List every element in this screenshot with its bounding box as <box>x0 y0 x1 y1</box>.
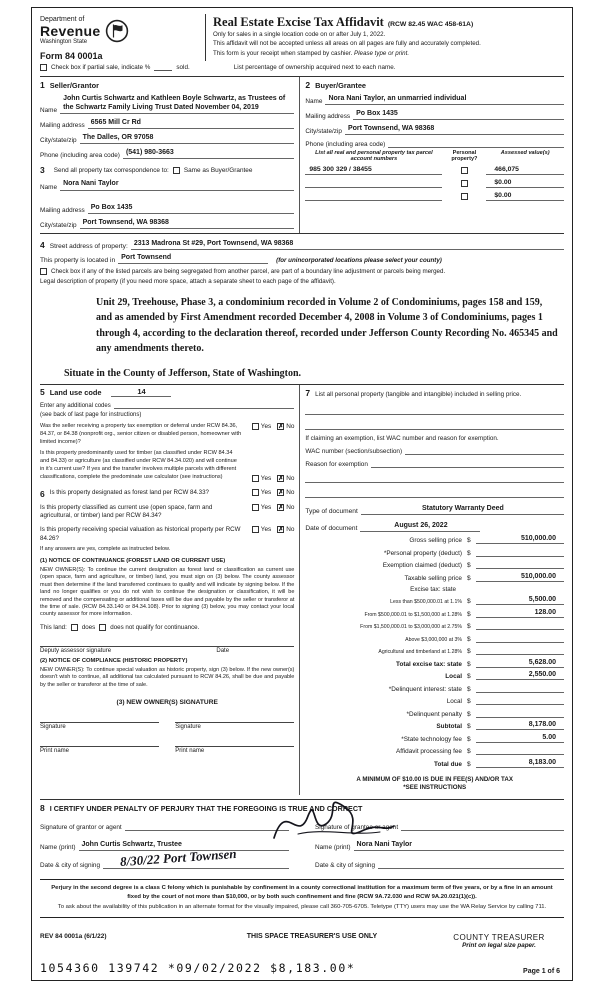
stamp-row <box>40 961 564 975</box>
state-technology-fee-value: 5.00 <box>476 734 564 743</box>
type-of-document-value: Statutory Warranty Deed <box>361 504 564 515</box>
correspondence-mailing-label: Mailing address <box>40 206 85 214</box>
if-yes-instruction: If any answers are yes, complete as instructed below. <box>40 546 171 553</box>
seller-mailing-value: 6565 Mill Cr Rd <box>88 118 295 129</box>
notice-compliance-title: (2) NOTICE OF COMPLIANCE (HISTORIC PROPERTY) <box>40 657 188 664</box>
print-name-label: Print name <box>40 748 70 755</box>
tier1-value: 5,500.00 <box>476 596 564 605</box>
agricultural-timberland-label: Agricultural and timberland at 1.28% <box>378 649 462 656</box>
forest-land-question: Is this property designated as forest land per RCW 84.33? <box>49 488 209 496</box>
exemption-claimed-value <box>476 560 564 569</box>
parcel-number-value <box>305 179 442 188</box>
yes-checkbox[interactable] <box>252 504 259 511</box>
minimum-due-note: A MINIMUM OF $10.00 IS DUE IN FEE(S) AND/OR TAX <box>356 775 513 783</box>
tier3-value <box>476 621 564 630</box>
street-address-label: Street address of property: <box>49 242 128 250</box>
parcel-col-numbers-header: List all real and personal property tax parcel account numbers <box>315 150 433 163</box>
exemption-claim-note: If claiming an exemption, list WAC number and reason for exemption. <box>305 434 499 442</box>
certification-section <box>40 799 564 869</box>
personal-property-deduct-value <box>476 548 564 557</box>
title-block <box>213 14 564 61</box>
agricultural-timberland-value <box>476 646 564 655</box>
handwritten-date-city: 8/30/22 Port Townsen <box>119 845 237 870</box>
tier2-value: 128.00 <box>476 609 564 618</box>
treasurer-space-label: THIS SPACE TREASURER'S USE ONLY <box>246 933 378 940</box>
this-land-label: This land: <box>40 623 67 631</box>
state-technology-fee-label: *State technology fee <box>401 735 462 743</box>
signature-label: Signature <box>175 724 201 731</box>
no-checkbox[interactable]: ✗ <box>278 503 284 511</box>
grantor-signature-line <box>125 822 289 831</box>
grantor-date-label: Date & city of signing <box>40 862 101 870</box>
buyer-city-label: City/state/zip <box>305 128 342 136</box>
deputy-signature-line <box>40 646 294 647</box>
dept-line1: Department of <box>40 16 85 23</box>
grantor-name-label: Name (print) <box>40 844 76 852</box>
buyer-name-value: Nora Nani Taylor, an unmarried individual <box>325 94 564 105</box>
additional-codes-value <box>114 400 295 409</box>
revenue-flag-logo <box>105 19 129 43</box>
buyer-grantee-heading: Buyer/Grantee <box>315 81 367 90</box>
section-2-number: 2 <box>305 80 311 90</box>
correspondence-city-value: Port Townsend, WA 98368 <box>80 218 295 229</box>
reason-exemption-value <box>371 459 564 468</box>
footer-row <box>40 933 564 949</box>
total-due-value: 8,183.00 <box>476 759 564 768</box>
parcel-row <box>305 166 564 175</box>
delinquent-interest-state-label: *Delinquent interest: state <box>388 685 462 693</box>
timber-agriculture-question: Is this property predominantly used for timber (as classified under RCW 84.34 and 84.33) or agriculture (as classified under RCW 84.34.020) and will continue in it's current use? If yes and the transfer involves multiple parcels with different classifications, complete the predominate use calculator (see instructions) <box>40 450 237 480</box>
dollar-sign: $ <box>466 598 471 606</box>
personal-property-blank-line <box>305 404 564 415</box>
header-note-2: This affidavit will not be accepted unless all areas on all pages are fully and accurately completed. <box>213 40 481 48</box>
yes-checkbox[interactable] <box>252 526 259 533</box>
dollar-sign: $ <box>466 635 471 643</box>
gross-selling-price-label: Gross selling price <box>409 537 462 545</box>
dollar-sign: $ <box>466 685 471 693</box>
section-7-number: 7 <box>305 387 311 398</box>
no-label: No <box>286 422 295 430</box>
dollar-sign: $ <box>466 574 471 582</box>
header-note-3 <box>213 49 564 58</box>
delinquent-interest-local-value <box>476 696 564 705</box>
dollar-sign: $ <box>466 748 471 756</box>
taxable-selling-price-value: 510,000.00 <box>476 573 564 582</box>
legal-size-paper-note: Print on legal size paper. <box>462 942 536 949</box>
correspondence-name-value: Nora Nani Taylor <box>60 179 294 190</box>
header-note-1: Only for sales in a single location code on or after July 1, 2022. <box>213 31 386 38</box>
parcel-col-personal-header: Personal property? <box>451 150 478 163</box>
affidavit-page <box>31 7 573 981</box>
subtotal-value: 8,178.00 <box>476 721 564 730</box>
buyer-phone-value <box>388 139 564 148</box>
signature-label: Signature <box>40 724 66 731</box>
buyer-name-label: Name <box>305 98 323 106</box>
tier2-label: From $500,000.01 to $1,500,000 at 1.28% <box>364 611 462 618</box>
assessed-value: $0.00 <box>486 179 564 188</box>
perjury-line-1: Perjury in the second degree is a class C felony which is punishable by confinement in a county correctional institution for a maximum term of five years, or by a fine in an amount fixed by the court of not more than $10,000, or by both such confinement and fine (RCW 9A.72.030 and RCW 9A.20.021(1)(c)). <box>51 885 553 900</box>
county-treasurer-label: COUNTY TREASURER <box>453 933 545 942</box>
delinquent-interest-state-value <box>476 684 564 693</box>
dollar-sign: $ <box>466 537 471 545</box>
form-title: Real Estate Excise Tax Affidavit <box>213 15 384 29</box>
yes-checkbox[interactable] <box>252 489 259 496</box>
seller-name-label: Name <box>40 107 58 115</box>
parcel-table <box>305 150 564 201</box>
no-checkbox[interactable]: ✗ <box>278 488 284 496</box>
no-checkbox[interactable]: ✗ <box>278 422 284 430</box>
parcel-col-assessed-header: Assessed value(s) <box>500 150 550 157</box>
affidavit-processing-fee-label: Affidavit processing fee <box>396 748 462 756</box>
dollar-sign: $ <box>466 698 471 706</box>
form-header <box>40 14 564 61</box>
personal-property-blank-line <box>305 419 564 430</box>
owner-print-name-line <box>40 746 159 747</box>
no-label: No <box>286 474 295 482</box>
personal-property-checkbox[interactable] <box>461 167 468 174</box>
continuance-qualify-row <box>40 624 294 631</box>
local-tax-label: Local <box>445 673 462 681</box>
located-in-label: This property is located in <box>40 256 116 264</box>
land-use-code-value: 14 <box>111 387 171 397</box>
same-as-buyer-checkbox[interactable] <box>173 167 180 174</box>
assessed-value: 466,075 <box>486 166 564 175</box>
grantee-name-value: Nora Nani Taylor <box>354 840 564 851</box>
yes-checkbox[interactable] <box>252 423 259 430</box>
seller-phone-label: Phone (including area code) <box>40 152 120 160</box>
does-not-label: does not qualify for continuance. <box>110 623 200 631</box>
correspondence-name-label: Name <box>40 183 58 191</box>
does-checkbox[interactable] <box>71 624 78 631</box>
dollar-sign: $ <box>466 562 471 570</box>
affidavit-processing-fee-value <box>476 746 564 755</box>
agency-block <box>40 14 198 61</box>
reason-exemption-label: Reason for exemption <box>305 460 368 468</box>
page-number: Page 1 of 6 <box>523 968 560 975</box>
grantor-signature-label: Signature of grantor or agent <box>40 823 122 831</box>
dollar-sign: $ <box>466 648 471 656</box>
seller-grantor-heading: Seller/Grantor <box>49 81 100 90</box>
no-label: No <box>286 488 295 496</box>
exemption-claimed-label: Exemption claimed (deduct) <box>382 562 462 570</box>
dollar-sign: $ <box>466 610 471 618</box>
notice-continuance-title: (1) NOTICE OF CONTINUANCE (FOREST LAND OR CURRENT USE) <box>40 557 226 564</box>
certification-heading: I CERTIFY UNDER PENALTY OF PERJURY THAT THE FOREGOING IS TRUE AND CORRECT <box>49 803 363 813</box>
segregated-parcels-checkbox[interactable] <box>40 268 47 275</box>
form-revision: REV 84 0001a (6/1/22) <box>40 933 107 940</box>
assessed-value: $0.00 <box>486 192 564 201</box>
partial-sale-suffix: sold. <box>176 63 190 71</box>
header-note-3b: Please type or print. <box>354 49 410 57</box>
grantor-name-value: John Curtis Schwartz, Trustee <box>79 840 289 851</box>
partial-sale-label: Check box if partial sale, indicate % <box>51 63 151 71</box>
total-excise-state-label: Total excise tax: state <box>396 660 462 668</box>
section-8-number: 8 <box>40 802 45 813</box>
legal-description-label: Legal description of property (if you need more space, attach a separate sheet to each page of the affidavit). <box>40 277 336 285</box>
correspondence-heading: Send all property tax correspondence to: <box>53 166 169 174</box>
buyer-mailing-label: Mailing address <box>305 113 351 121</box>
partial-sale-checkbox[interactable] <box>40 64 47 71</box>
type-of-document-label: Type of document <box>305 507 358 515</box>
parcel-row <box>305 192 564 201</box>
does-label: does <box>81 623 96 631</box>
owner-signature-line <box>40 722 159 723</box>
dollar-sign: $ <box>466 623 471 631</box>
wac-number-value <box>405 446 564 455</box>
dollar-sign: $ <box>466 549 471 557</box>
yes-label: Yes <box>260 474 272 482</box>
seller-mailing-label: Mailing address <box>40 122 85 130</box>
gross-selling-price-value: 510,000.00 <box>476 535 564 544</box>
section-4-number: 4 <box>40 239 45 250</box>
yes-checkbox[interactable] <box>252 475 259 482</box>
seller-city-label: City/state/zip <box>40 137 77 145</box>
no-checkbox[interactable]: ✗ <box>278 474 284 482</box>
see-instructions-note: *SEE INSTRUCTIONS <box>403 783 467 791</box>
date-of-document-label: Date of document <box>305 524 358 532</box>
correspondence-city-label: City/state/zip <box>40 221 77 229</box>
property-section <box>40 233 564 382</box>
owner-print-name-line <box>175 746 294 747</box>
parcel-row <box>305 179 564 188</box>
parties-section <box>40 76 564 233</box>
seller-name-value: John Curtis Schwartz and Kathleen Boyle Schwartz, as Trustees of the Schwartz Family Living Trust Dated November 04, 2019 <box>60 94 294 114</box>
dollar-sign: $ <box>466 660 471 668</box>
grantee-signature-line <box>401 822 564 831</box>
personal-property-heading: List all personal property (tangible and intangible) included in selling price. <box>315 390 522 398</box>
new-owners-signature-heading: (3) NEW OWNER(S) SIGNATURE <box>116 699 218 707</box>
no-label: No <box>286 503 295 511</box>
buyer-phone-label: Phone (including area code) <box>305 141 386 149</box>
does-not-checkbox[interactable] <box>99 624 106 631</box>
local-tax-value: 2,550.00 <box>476 671 564 680</box>
grantee-date-label: Date & city of signing <box>315 862 376 870</box>
notice-compliance-body: NEW OWNER(S): To continue special valuation as historic property, sign (3) below. If the new owner(s) doesn't wish to continue, all additional tax calculated pursuant to RCW 84.26, shall be due and payable by the seller or transferor at the time of sale. <box>40 666 295 688</box>
excise-tax-state-header: Excise tax: state <box>410 585 456 593</box>
form-number: Form 84 0001a <box>40 51 103 61</box>
section-1-number: 1 <box>40 80 45 90</box>
current-use-yesno <box>246 504 295 511</box>
ownership-percentage-note: List percentage of ownership acquired next to each name. <box>233 63 396 71</box>
historic-property-yesno <box>246 526 295 533</box>
situate-line: Situate in the County of Jefferson, State of Washington. <box>64 367 302 379</box>
date-of-document-value: August 26, 2022 <box>360 521 480 532</box>
parcel-number-value: 985 300 329 / 38455 <box>305 166 442 175</box>
header-divider <box>205 14 206 61</box>
timber-agriculture-yesno <box>246 475 295 482</box>
exemption-deferral-question: Was the seller receiving a property tax exemption or deferral under RCW 84.36, 84.37, or 84.38 (nonprofit org., senior citizen or disabled person, homeowner with limited income)? <box>40 422 242 445</box>
owner-signature-line <box>175 722 294 723</box>
tier1-label: Less than $500,000.01 at 1.1% <box>390 599 462 606</box>
dept-line2: Revenue <box>40 23 101 39</box>
grantee-name-label: Name (print) <box>315 844 351 852</box>
taxable-selling-price-label: Taxable selling price <box>404 574 462 582</box>
perjury-notice <box>40 879 564 918</box>
section-3-number: 3 <box>40 165 45 176</box>
print-name-label: Print name <box>175 748 205 755</box>
tier4-value <box>476 634 564 643</box>
personal-property-checkbox[interactable] <box>461 180 468 187</box>
yes-label: Yes <box>260 422 272 430</box>
deputy-date-label: Date <box>216 647 230 654</box>
yes-label: Yes <box>260 488 272 496</box>
section-6-number: 6 <box>40 488 45 499</box>
delinquent-penalty-label: *Delinquent penalty <box>406 710 462 718</box>
cashier-stamp: 1054360 139742 *09/02/2022 $8,183.00* <box>40 961 356 975</box>
yes-label: Yes <box>260 526 272 534</box>
grantee-signature-label: Signature of grantee or agent <box>315 823 399 831</box>
segregated-parcels-label: Check box if any of the listed parcels are being segregated from another parcel, are part of a boundary line adjustment or parcels being merged. <box>51 267 446 275</box>
grantee-date-line <box>378 860 564 869</box>
notice-continuance-body: NEW OWNER(S): To continue the current designation as forest land or classification as current use (open space, farm and agriculture, or timber) land, you must sign on (3) below. The county assessor must then determine if the land transferred continues to qualify and will indicate by signing below. If the land no longer qualifies or you do not wish to continue the designation or classification, it will be removed and the compensating or additional taxes will be due and payable by the seller or transferor at the time of sale. (RCW 84.33.140 or 84.34.108). Prior to signing (3) below, you may contact your local county assessor for more information. <box>40 566 295 618</box>
dollar-sign: $ <box>466 760 471 768</box>
personal-property-checkbox[interactable] <box>461 193 468 200</box>
seller-phone-value: (541) 980-3663 <box>123 148 294 159</box>
partial-sale-row <box>40 63 564 74</box>
yes-label: Yes <box>260 503 272 511</box>
correspondence-mailing-value: Po Box 1435 <box>88 203 295 214</box>
perjury-line-2: To ask about the availability of this publication in an alternate format for the visually impaired, please call 360-705-6705. Teletype (TTY) users may use the WA Relay Service by calling 711. <box>57 903 547 910</box>
parcel-number-value <box>305 192 442 201</box>
section-5-number: 5 <box>40 386 45 397</box>
treasurer-blank-space <box>40 918 564 933</box>
form-title-rcw: (RCW 82.45 WAC 458-61A) <box>387 21 474 28</box>
partial-sale-percent-blank <box>154 63 172 71</box>
forest-land-yesno <box>246 489 295 496</box>
historic-property-question: Is this property receiving special valuation as historical property per RCW 84.26? <box>40 526 241 542</box>
current-use-question: Is this property classified as current use (open space, farm and agricultural, or timber) land per RCW 84.34? <box>40 503 213 520</box>
buyer-city-value: Port Townsend, WA 98368 <box>345 124 564 135</box>
total-excise-state-value: 5,628.00 <box>476 659 564 668</box>
dollar-sign: $ <box>466 735 471 743</box>
middle-section <box>40 384 564 795</box>
located-in-value: Port Townsend <box>118 253 268 264</box>
same-as-buyer-label: Same as Buyer/Grantee <box>183 166 253 174</box>
no-checkbox[interactable]: ✗ <box>278 526 284 534</box>
wac-number-label: WAC number (section/subsection) <box>305 447 403 455</box>
additional-codes-label: Enter any additional codes <box>40 402 111 409</box>
exemption-deferral-yesno <box>246 423 295 430</box>
dollar-sign: $ <box>466 673 471 681</box>
legal-description-text: Unit 29, Treehouse, Phase 3, a condominium recorded in Volume 2 of Condominiums, pages 158 and 159, and as amended by First Amendment recorded December 4, 2008 in Volume 3 of Condominiums, pages 1 through 4, according to the declaration thereof, recorded under Jefferson County Recording No. 465345 and any amendments thereto. <box>96 296 558 355</box>
exemption-blank-line <box>305 487 564 498</box>
tier3-label: From $1,500,000.01 to $3,000,000 at 2.75% <box>360 624 462 631</box>
street-address-value: 2313 Madrona St #29, Port Townsend, WA 98368 <box>131 239 564 250</box>
header-note-3a: This form is your receipt when stamped by cashier. <box>213 49 353 57</box>
dollar-sign: $ <box>466 710 471 718</box>
dept-line3: Washington State <box>40 39 88 45</box>
additional-codes-note: (see back of last page for instructions) <box>40 411 142 418</box>
land-use-heading: Land use code <box>49 387 102 397</box>
deputy-assessor-label: Deputy assessor signature <box>40 647 112 654</box>
no-label: No <box>286 526 295 534</box>
located-in-note: (for unincorporated locations please select your county) <box>276 256 442 264</box>
subtotal-label: Subtotal <box>436 723 462 731</box>
dollar-sign: $ <box>466 723 471 731</box>
delinquent-penalty-value <box>476 709 564 718</box>
exemption-blank-line <box>305 472 564 483</box>
total-due-label: Total due <box>434 760 462 768</box>
personal-property-deduct-label: *Personal property (deduct) <box>383 549 462 557</box>
seller-city-value: The Dalles, OR 97058 <box>80 133 295 144</box>
delinquent-interest-local-label: Local <box>446 698 462 706</box>
tier4-label: Above $3,000,000 at 3% <box>405 636 462 643</box>
buyer-mailing-value: Po Box 1435 <box>353 109 564 120</box>
